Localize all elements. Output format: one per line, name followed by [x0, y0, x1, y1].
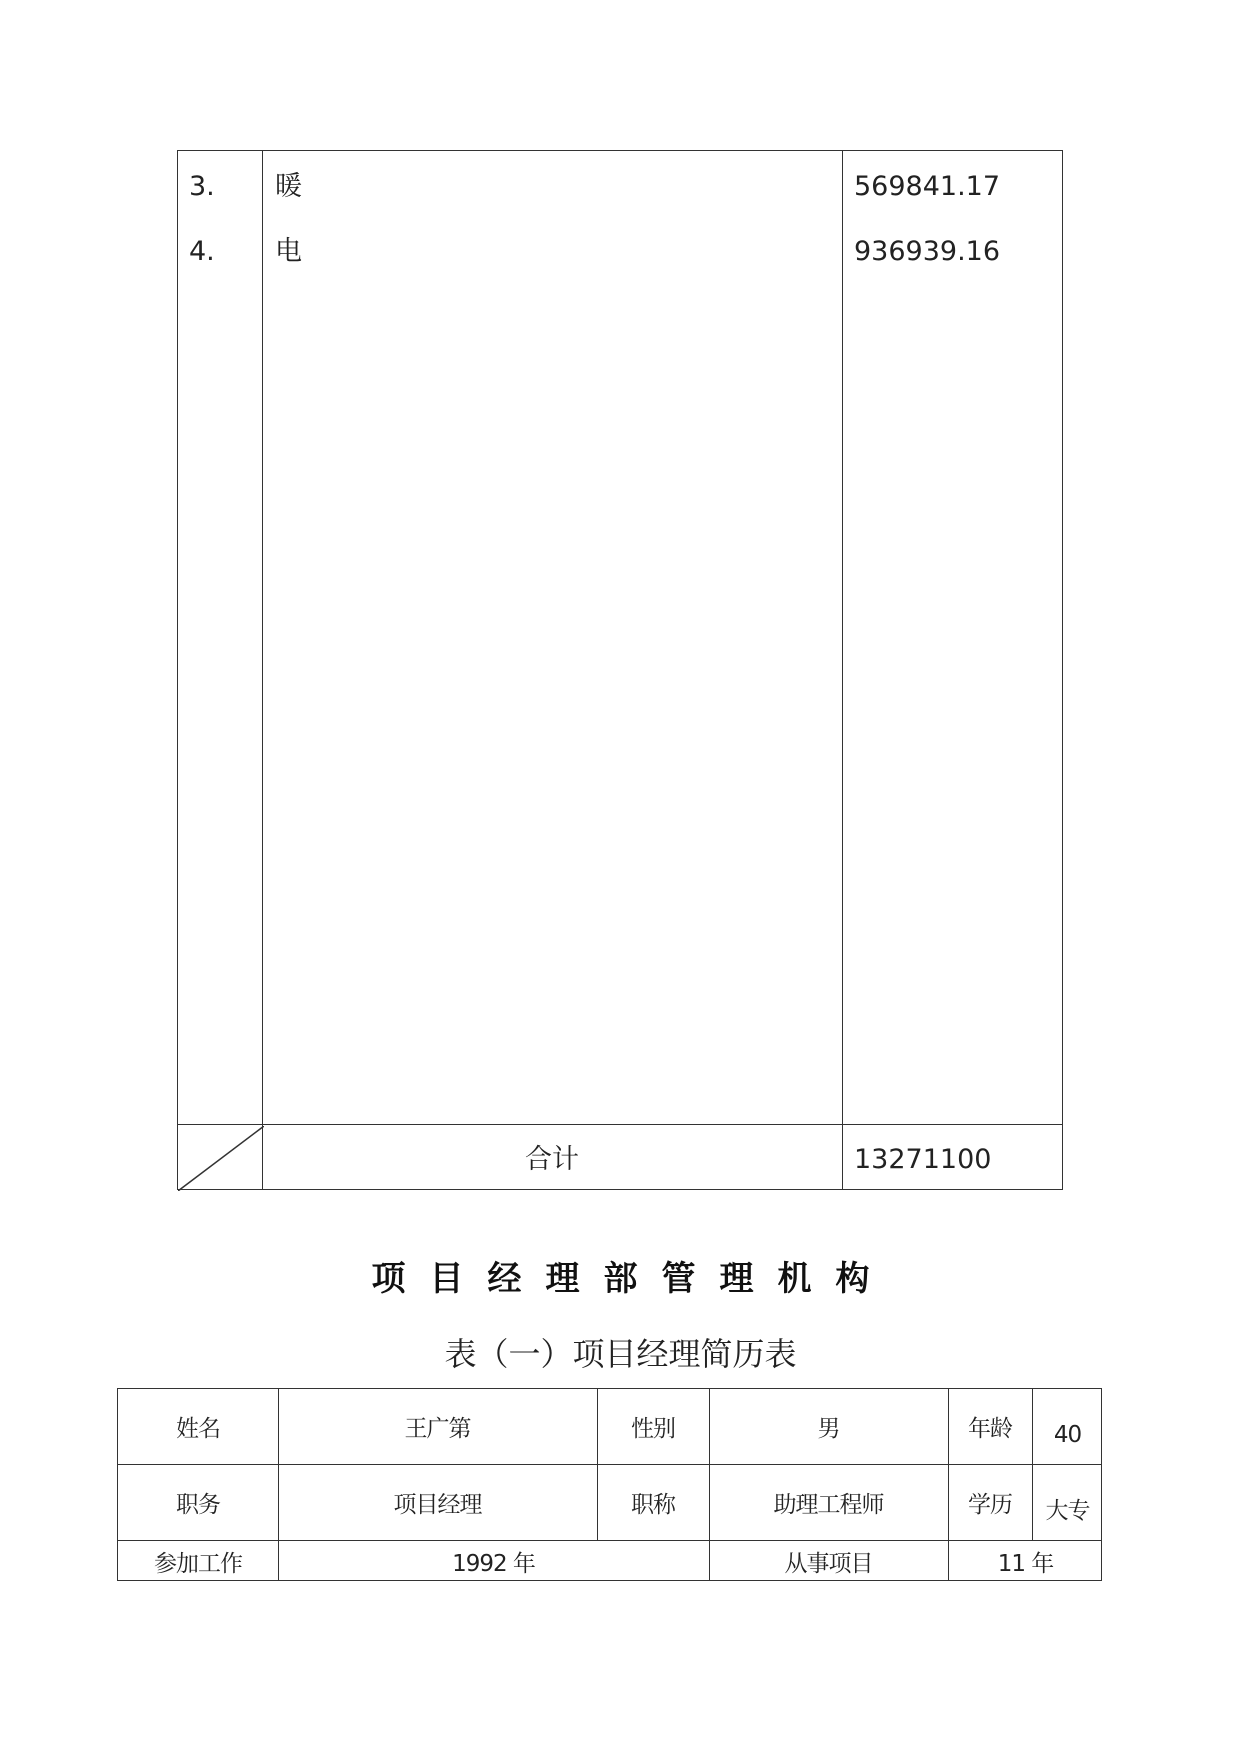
row-divider [178, 1124, 1062, 1125]
education-value: 大专 [1045, 1497, 1090, 1524]
title-value: 助理工程师 [773, 1491, 884, 1518]
row-item-name: 暖 [275, 171, 302, 202]
work-start-label: 参加工作 [154, 1550, 242, 1577]
row-item-name: 电 [275, 236, 302, 267]
title-label: 职称 [631, 1491, 675, 1518]
education-label: 学历 [968, 1491, 1012, 1518]
section-heading: 项目经理部管理机构 [371, 1259, 894, 1299]
table-caption: 表（一）项目经理简历表 [444, 1335, 797, 1373]
position-label: 职务 [176, 1491, 220, 1518]
row-amount: 936939.16 [854, 236, 1001, 267]
age-label: 年龄 [968, 1416, 1012, 1442]
name-value: 王广第 [404, 1416, 471, 1442]
column-divider [842, 151, 843, 1189]
row-amount: 569841.17 [854, 171, 1001, 202]
total-label: 合计 [525, 1144, 579, 1175]
budget-table [177, 150, 1063, 1190]
diagonal-line [178, 1126, 264, 1191]
age-value: 40 [1053, 1421, 1082, 1448]
total-amount: 13271100 [854, 1144, 992, 1175]
resume-table [117, 1388, 1102, 1581]
project-years-label: 从事项目 [784, 1550, 873, 1577]
gender-label: 性别 [631, 1416, 675, 1442]
column-divider [262, 151, 263, 1189]
project-years-value: 11 年 [997, 1550, 1054, 1577]
gender-value: 男 [817, 1416, 840, 1442]
row-number: 3. [189, 171, 215, 202]
row-number: 4. [189, 236, 215, 267]
name-label: 姓名 [176, 1416, 220, 1442]
work-start-value: 1992 年 [452, 1550, 535, 1577]
position-value: 项目经理 [393, 1491, 482, 1518]
